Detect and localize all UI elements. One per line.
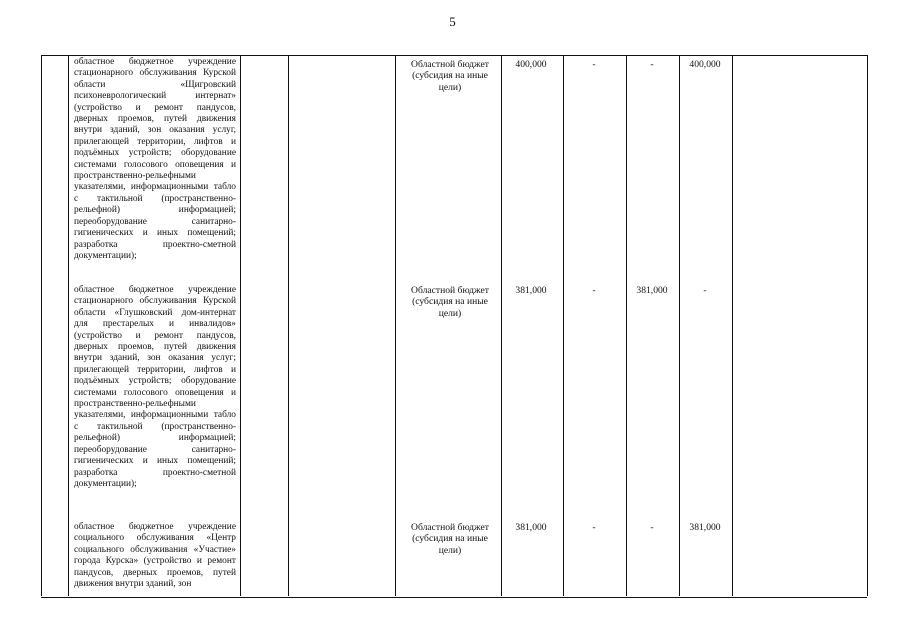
col-border-year2: [679, 55, 680, 596]
col-border-num: [68, 55, 69, 596]
row-3-year1: -: [592, 522, 596, 533]
col-border-left: [41, 55, 42, 596]
row-3-description: областное бюджетное учреждение социального обслуживания «Центр социального обслуживания «Участие» города Курска» (устройство и ремонт пандусов, дверных проемов, путей движения внутри зданий, зон: [74, 522, 236, 590]
col-border-right: [867, 55, 868, 596]
row-2-description: областное бюджетное учреждение стационарного обслуживания Курской области «Глушковский дом-интернат для престарелых и инвалидов» (устройство и ремонт пандусов, дверных проемов, путей движения внутри зданий, зон оказания услуг; прилегающей территории, лифтов и подъёмных устройств; оборудование системами голосового оповещения и пространственно-рельефными указателями, информационными табло с тактильной (пространственно-рельефной) информацией; переоборудование санитарно-гигиенических и иных помещений; разработка проектно-сметной документации);: [74, 285, 236, 489]
row-3-year3: 381,000: [689, 522, 721, 533]
row-1-total: 400,000: [515, 59, 547, 70]
row-1-year2: -: [650, 59, 654, 70]
col-border-year1: [626, 55, 627, 596]
row-2-year1: -: [592, 285, 596, 296]
page-number: 5: [449, 14, 456, 29]
row-1-source: Областной бюджет (субсидия на иные цели): [411, 59, 489, 93]
row-1-description: областное бюджетное учреждение стационарного обслуживания Курской области «Щигровский психоневрологический интернат» (устройство и ремонт пандусов, дверных проемов, путей движения внутри зданий, зон оказания услуг, прилегающей территории, лифтов и подъёмных устройств; оборудование системами голосового оповещения и пространственно-рельефными указателями, информационными табло с тактильной (пространственно-рельефной) информацией; переоборудование санитарно-гигиенических и иных помещений; разработка проектно-сметной документации);: [74, 57, 236, 261]
row-3-year2: -: [650, 522, 654, 533]
row-1-year3: 400,000: [689, 59, 721, 70]
col-border-total: [563, 55, 564, 596]
row-3-total: 381,000: [515, 522, 547, 533]
row-2-total: 381,000: [515, 285, 547, 296]
col-border-year3: [732, 55, 733, 596]
row-2-year3: -: [703, 285, 707, 296]
col-border-source: [501, 55, 502, 596]
col-border-desc: [240, 55, 241, 596]
row-2-source: Областной бюджет (субсидия на иные цели): [411, 285, 489, 319]
col-border-term: [395, 55, 396, 596]
col-border-resp: [288, 55, 289, 596]
row-3-source: Областной бюджет (субсидия на иные цели): [411, 522, 489, 556]
row-2-year2: 381,000: [636, 285, 668, 296]
row-1-year1: -: [592, 59, 596, 70]
